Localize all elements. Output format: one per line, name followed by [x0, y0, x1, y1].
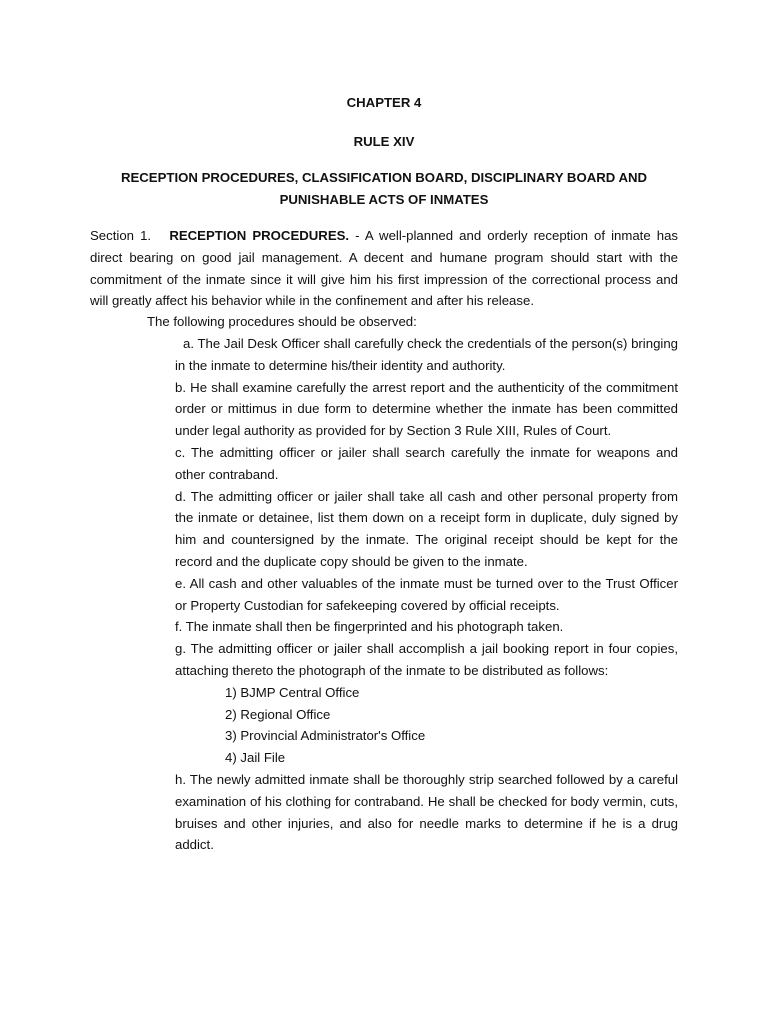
procedure-item-c: c. The admitting officer or jailer shall search carefully the inmate for weapons and other contraband. [175, 444, 678, 482]
procedure-item-h: h. The newly admitted inmate shall be thoroughly strip searched followed by a careful examination of his clothing for contraband. He shall be checked for body vermin, cuts, bruises and other injuries, and also for needle marks to determine if he is a drug addict. [175, 771, 678, 853]
chapter-title: CHAPTER 4 [346, 95, 422, 110]
section-text: - A well-planned and orderly reception of inmate has direct bearing on good jail management. A decent and humane program should start with the commitment of the inmate since it will give him his first impression of the correctional process and will greatly affect his behavior while in the confinement and after his release. [90, 228, 679, 309]
procedure-item-e: e. All cash and other valuables of the inmate must be turned over to the Trust Officer or Property Custodian for safekeeping covered by official receipts. [175, 575, 678, 613]
distribution-item: 4) Jail File [225, 750, 286, 766]
distribution-item: 1) BJMP Central Office [225, 684, 360, 700]
section-1-paragraph [90, 225, 678, 312]
procedures-intro: The following procedures should be observed: [147, 314, 417, 329]
rule-title: RULE XIV [353, 134, 415, 149]
rule-heading-line-1: RECEPTION PROCEDURES, CLASSIFICATION BOARD, DISCIPLINARY BOARD AND [120, 170, 648, 185]
procedure-item-f: f. The inmate shall then be fingerprinted and his photograph taken. [175, 619, 564, 635]
section-title: RECEPTION PROCEDURES. [169, 228, 350, 243]
distribution-list [175, 682, 678, 769]
distribution-item: 2) Regional Office [225, 706, 331, 722]
rule-heading-line-2: PUNISHABLE ACTS OF INMATES [279, 192, 489, 207]
procedure-item-d: d. The admitting officer or jailer shall take all cash and other personal property from the inmate or detainee, list them down on a receipt form in duplicate, duly signed by him and countersigned by the inmate. The original receipt should be kept for the record and the duplicate copy should be given to the inmate. [175, 488, 678, 569]
rule-heading [0, 167, 768, 211]
procedure-item-b: b. He shall examine carefully the arrest report and the authenticity of the commitment order or mittimus in due form to determine whether the inmate has been committed under legal authority as provided for by Section 3 Rule XIII, Rules of Court. [175, 379, 678, 439]
distribution-item: 3) Provincial Administrator's Office [225, 728, 426, 744]
section-label: Section 1. [90, 228, 152, 243]
procedures-list [175, 333, 678, 856]
procedure-item-g: g. The admitting officer or jailer shall accomplish a jail booking report in four copies, attaching thereto the photograph of the inmate to be distributed as follows: [175, 641, 678, 678]
procedure-item-a: a. The Jail Desk Officer shall carefully check the credentials of the person(s) bringing in the inmate to determine his/their identity and authority. [175, 336, 678, 373]
